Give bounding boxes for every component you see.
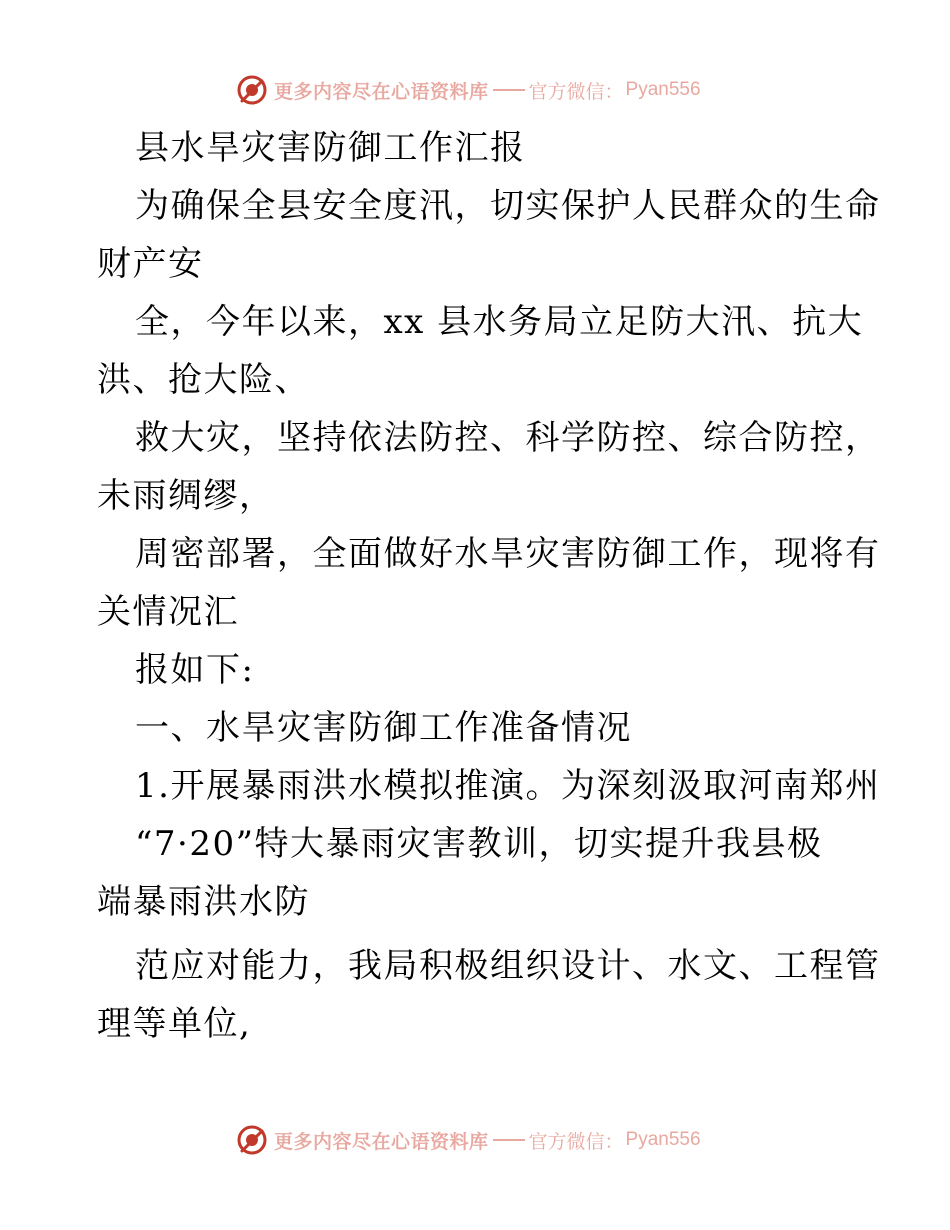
paragraph-line: 全，今年以来，xx 县水务局立足防大汛、抗大 (135, 302, 864, 342)
paragraph-line: 范应对能力，我局积极组织设计、水文、工程管 (135, 946, 881, 986)
paragraph-line: “7·20”特大暴雨灾害教训，切实提升我县极 (135, 824, 823, 864)
paragraph-line: 理等单位, (97, 1004, 252, 1044)
section-heading: 一、水旱灾害防御工作准备情况 (135, 708, 632, 748)
watermark-wechat-id: Pyan556 (625, 1129, 701, 1150)
document-title: 县水旱灾害防御工作汇报 (135, 128, 526, 168)
paragraph-line: 洪、抢大险、 (97, 360, 310, 400)
watermark-wechat-label: 官方微信： (528, 80, 624, 103)
paragraph-line: 为确保全县安全度汛，切实保护人民群众的生命 (135, 186, 881, 226)
header-watermark (236, 73, 701, 107)
watermark-text: 更多内容尽在心语资料库 (274, 80, 489, 103)
paragraph-line: 报如下: (135, 650, 255, 690)
paragraph-line: 周密部署，全面做好水旱灾害防御工作，现将有 (135, 534, 881, 574)
watermark-dash (493, 89, 525, 91)
watermark-text: 更多内容尽在心语资料库 (274, 1130, 489, 1153)
paragraph-line: 端暴雨洪水防 (97, 882, 310, 922)
paragraph-line: 1.开展暴雨洪水模拟推演。为深刻汲取河南郑州 (135, 766, 881, 806)
footer-watermark (236, 1123, 701, 1157)
paragraph-line: 未雨绸缪， (97, 476, 275, 516)
paragraph-line: 救大灾，坚持依法防控、科学防控、综合防控， (135, 418, 881, 458)
watermark-wechat-label: 官方微信： (528, 1130, 624, 1153)
paragraph-line: 关情况汇 (97, 592, 239, 632)
pen-logo-icon (236, 1124, 268, 1156)
watermark-dash (493, 1139, 525, 1141)
watermark-wechat-id: Pyan556 (625, 79, 701, 100)
pen-logo-icon (236, 74, 268, 106)
paragraph-line: 财产安 (97, 244, 204, 284)
